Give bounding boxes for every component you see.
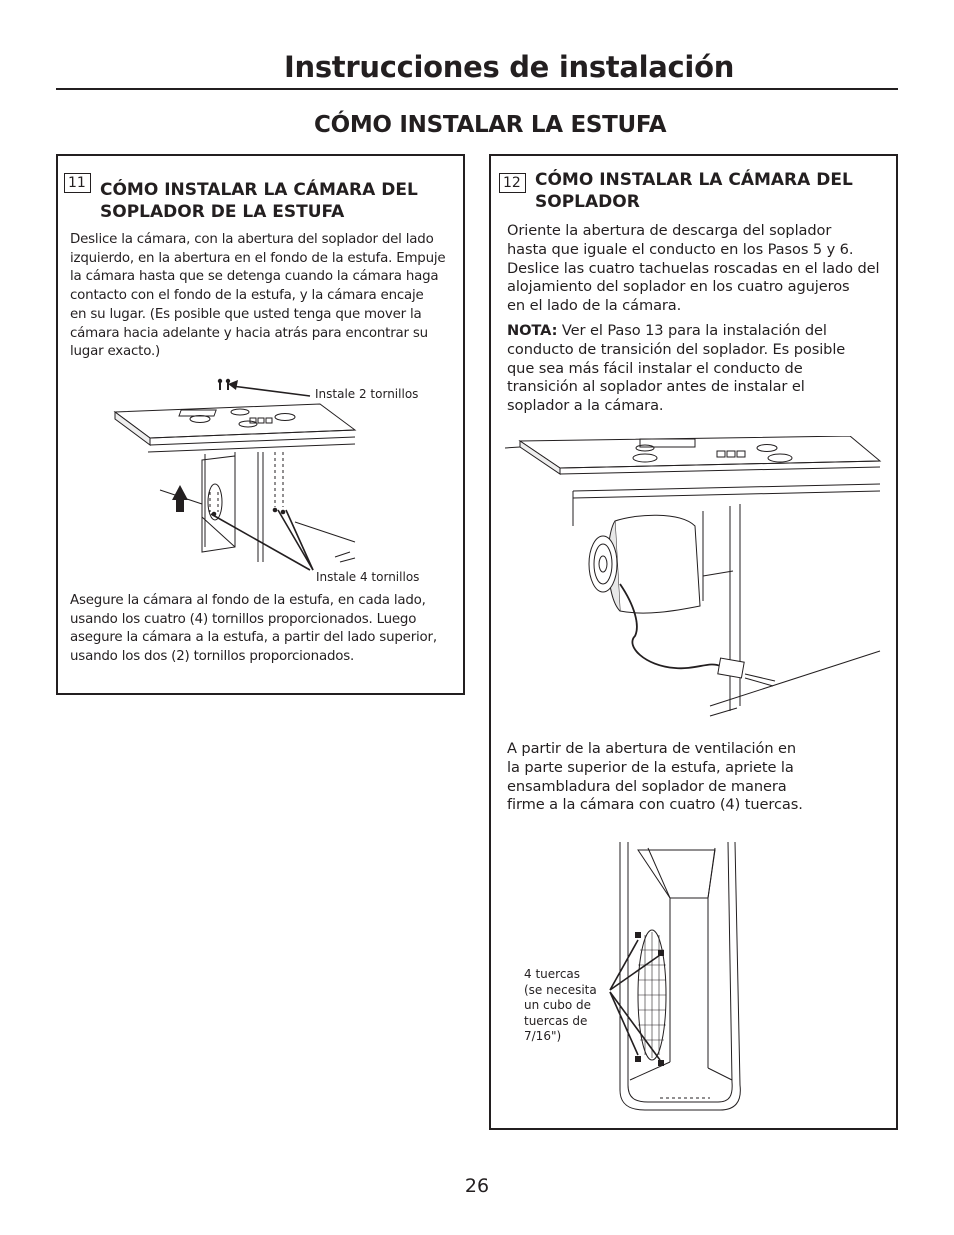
- text-line: hasta que iguale el conducto en los Pasos 5 y 6.: [507, 240, 854, 258]
- step-11-heading: [100, 179, 418, 223]
- title-rule: [56, 88, 898, 90]
- note-first-line: [507, 322, 845, 341]
- text-line: usando los cuatro (4) tornillos proporcionados. Luego: [70, 611, 417, 627]
- nut-icon: [658, 950, 664, 956]
- step-11-heading-line: CÓMO INSTALAR LA CÁMARA DEL: [100, 180, 418, 200]
- step-11-callout-top: Instale 2 tornillos: [315, 387, 419, 401]
- text-line: la parte superior de la estufa, apriete la: [507, 758, 794, 776]
- page-number: 26: [464, 1175, 490, 1197]
- step-12-intro: [507, 222, 880, 316]
- text-line: asegure la cámara a la estufa, a partir del lado superior,: [70, 630, 437, 646]
- step-12-instructions: [507, 740, 803, 815]
- text-line: soplador a la cámara.: [507, 397, 664, 415]
- text-line: cámara hacia adelante y hacia atrás para encontrar su: [70, 325, 428, 341]
- screw-icon: [281, 510, 286, 515]
- step-12-blower-illustration: [505, 436, 885, 726]
- step-12-heading: [535, 169, 853, 213]
- text-line: en el lado de la cámara.: [507, 297, 682, 315]
- step-12-heading-line: SOPLADOR: [535, 192, 640, 212]
- text-line: Deslice la cámara, con la abertura del soplador del lado: [70, 232, 434, 247]
- step-12-heading-line: CÓMO INSTALAR LA CÁMARA DEL: [535, 170, 853, 190]
- step-12-note: [507, 322, 845, 416]
- callout-line: 7/16"): [524, 1029, 562, 1043]
- text-line: transición al soplador antes de instalar el: [507, 378, 805, 396]
- text-line: ensambladura del soplador de manera: [507, 777, 787, 795]
- nut-icon: [635, 1056, 641, 1062]
- nut-icon: [635, 932, 641, 938]
- text-line: usando los dos (2) tornillos proporcionados.: [70, 649, 355, 665]
- step-12-number: 12: [499, 173, 526, 193]
- step-11-number: 11: [64, 173, 91, 193]
- nut-icon: [658, 1060, 664, 1066]
- step-12-callout: [524, 967, 597, 1045]
- text-line: A partir de la abertura de ventilación en: [507, 740, 797, 757]
- callout-line: (se necesita: [524, 982, 597, 997]
- text-line: contacto con el fondo de la estufa, y la cámara encaje: [70, 288, 424, 304]
- callout-line: un cubo de: [524, 998, 592, 1012]
- text-line: en su lugar. (Es posible que usted tenga que mover la: [70, 306, 422, 322]
- step-11-intro: [70, 231, 445, 362]
- step-11-outro: [70, 592, 437, 667]
- text-line: Deslice las cuatro tachuelas roscadas en el lado del: [507, 259, 880, 277]
- screw-icon: [273, 508, 278, 513]
- section-title: CÓMO INSTALAR LA ESTUFA: [314, 112, 667, 138]
- note-label: NOTA:: [507, 322, 558, 339]
- text-line: que sea más fácil instalar el conducto de: [507, 359, 803, 377]
- note-text: Ver el Paso 13 para la instalación del: [557, 322, 827, 339]
- callout-line: 4 tuercas: [524, 967, 581, 981]
- text-line: izquierdo, en la abertura en el fondo de la estufa. Empuje: [70, 250, 446, 266]
- text-line: alojamiento del soplador en los cuatro agujeros: [507, 278, 850, 296]
- screw-icon: [212, 512, 217, 517]
- text-line: Asegure la cámara al fondo de la estufa, en cada lado,: [70, 593, 426, 608]
- page-title: Instrucciones de instalación: [284, 50, 735, 84]
- text-line: la cámara hasta que se detenga cuando la cámara haga: [70, 269, 439, 285]
- text-line: Oriente la abertura de descarga del soplador: [507, 222, 832, 239]
- text-line: conducto de transición del soplador. Es posible: [507, 340, 846, 358]
- text-line: lugar exacto.): [70, 344, 161, 360]
- step-12-chamber-illustration: [600, 840, 760, 1115]
- step-11-heading-line: SOPLADOR DE LA ESTUFA: [100, 202, 345, 222]
- text-line: firme a la cámara con cuatro (4) tuercas.: [507, 796, 803, 814]
- step-11-callout-bottom: Instale 4 tornillos: [316, 570, 420, 584]
- callout-line: tuercas de: [524, 1013, 588, 1028]
- lift-arrow-icon: [172, 485, 188, 512]
